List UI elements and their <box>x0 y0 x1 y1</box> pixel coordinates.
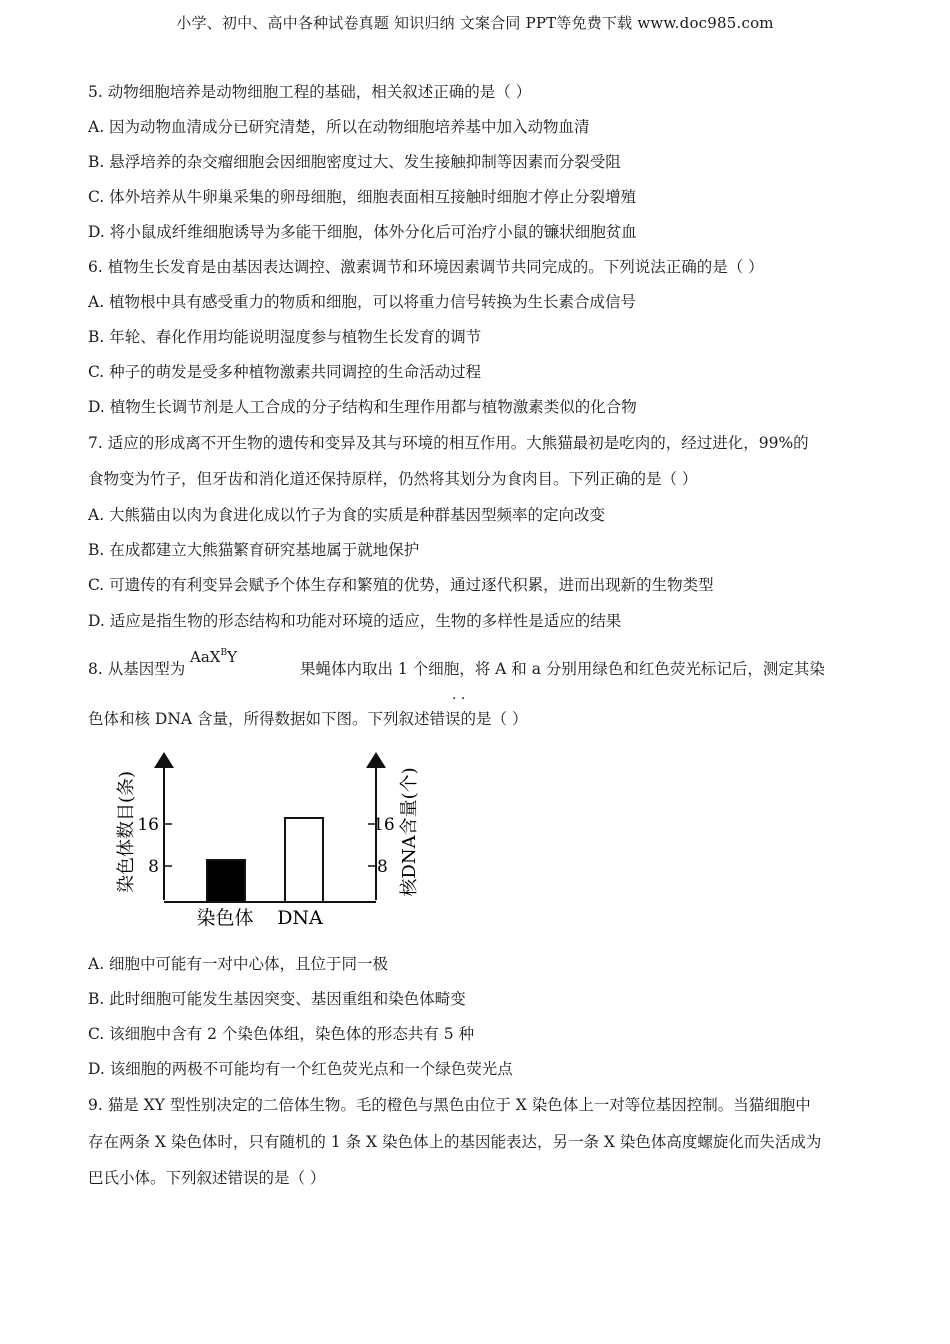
bar-chromosome <box>207 860 245 902</box>
q7-option-a: A. 大熊猫由以肉为食进化成以竹子为食的实质是种群基因型频率的定向改变 <box>88 506 606 524</box>
q5-option-b: B. 悬浮培养的杂交瘤细胞会因细胞密度过大、发生接触抑制等因素而分裂受阻 <box>88 153 621 171</box>
q8-option-c: C. 该细胞中含有 2 个染色体组，染色体的形态共有 5 种 <box>88 1025 475 1043</box>
q8-option-a: A. 细胞中可能有一对中心体，且位于同一极 <box>88 955 389 973</box>
q6-option-d: D. 植物生长调节剂是人工合成的分子结构和生理作用都与植物激素类似的化合物 <box>88 398 637 416</box>
q9-line1: 9. 猫是 XY 型性别决定的二倍体生物。毛的橙色与黑色由位于 X 染色体上一对等位基因控制。当猫细胞中 <box>88 1096 811 1114</box>
left-axis-title: 染色体数目(条) <box>116 770 137 894</box>
q6-option-b: B. 年轮、春化作用均能说明湿度参与植物生长发育的调节 <box>88 328 482 346</box>
q7-option-b: B. 在成都建立大熊猫繁育研究基地属于就地保护 <box>88 541 420 559</box>
q8-option-b: B. 此时细胞可能发生基因突变、基因重组和染色体畸变 <box>88 990 466 1008</box>
q8-stem-prefix: 8. 从基因型为 <box>88 660 186 678</box>
q9-line2: 存在两条 X 染色体时，只有随机的 1 条 X 染色体上的基因能表达，另一条 X 染色体高度螺旋化而失活成为 <box>88 1133 822 1151</box>
q5-stem: 5. 动物细胞培养是动物细胞工程的基础，相关叙述正确的是（ ） <box>88 83 532 101</box>
q6-stem: 6. 植物生长发育是由基因表达调控、激素调节和环境因素调节共同完成的。下列说法正确的是（ ） <box>88 258 764 276</box>
q6-option-c: C. 种子的萌发是受多种植物激素共同调控的生命活动过程 <box>88 363 482 381</box>
q8-stem-line2: 色体和核 DNA 含量，所得数据如下图。下列叙述错误的是（ ） <box>88 710 528 728</box>
category-label-chromosome: 染色体 <box>196 907 254 929</box>
q5-option-c: C. 体外培养从牛卵巢采集的卵母细胞，细胞表面相互接触时细胞才停止分裂增殖 <box>88 188 637 206</box>
q5-option-a: A. 因为动物血清成分已研究清楚，所以在动物细胞培养基中加入动物血清 <box>88 118 590 136</box>
category-label-dna: DNA <box>277 907 323 929</box>
left-tick-label-8: 8 <box>148 857 159 877</box>
q8-emphasis-dots: · · <box>452 691 466 707</box>
q7-option-d: D. 适应是指生物的形态结构和功能对环境的适应，生物的多样性是适应的结果 <box>88 612 622 630</box>
q8-genotype: AaX$^B$Y <box>190 648 237 666</box>
page-header: 小学、初中、高中各种试卷真题 知识归纳 文案合同 PPT等免费下载 www.doc985.com <box>176 14 774 32</box>
q8-option-d: D. 该细胞的两极不可能均有一个红色荧光点和一个绿色荧光点 <box>88 1060 513 1078</box>
q7-stem-line2: 食物变为竹子，但牙齿和消化道还保持原样，仍然将其划分为食肉目。下列正确的是（ ） <box>88 470 698 488</box>
q5-option-d: D. 将小鼠成纤维细胞诱导为多能干细胞，体外分化后可治疗小鼠的镰状细胞贫血 <box>88 223 637 241</box>
left-tick-label-16: 16 <box>137 815 159 835</box>
right-axis-title: 核DNA含量(个) <box>399 767 420 897</box>
right-tick-label-8: 8 <box>377 857 388 877</box>
right-tick-label-16: 16 <box>373 815 395 835</box>
q9-line3: 巴氏小体。下列叙述错误的是（ ） <box>88 1169 326 1187</box>
q7-stem-line1: 7. 适应的形成离不开生物的遗传和变异及其与环境的相互作用。大熊猫最初是吃肉的，经过进化，99%的 <box>88 434 809 452</box>
q8-chart <box>110 752 430 937</box>
q8-stem-suffix: 果蝇体内取出 1 个细胞，将 A 和 a 分别用绿色和红色荧光标记后，测定其染 <box>300 660 825 678</box>
q6-option-a: A. 植物根中具有感受重力的物质和细胞，可以将重力信号转换为生长素合成信号 <box>88 293 637 311</box>
q7-option-c: C. 可遗传的有利变异会赋予个体生存和繁殖的优势，通过逐代积累，进而出现新的生物类型 <box>88 576 714 594</box>
bar-dna <box>285 818 323 902</box>
